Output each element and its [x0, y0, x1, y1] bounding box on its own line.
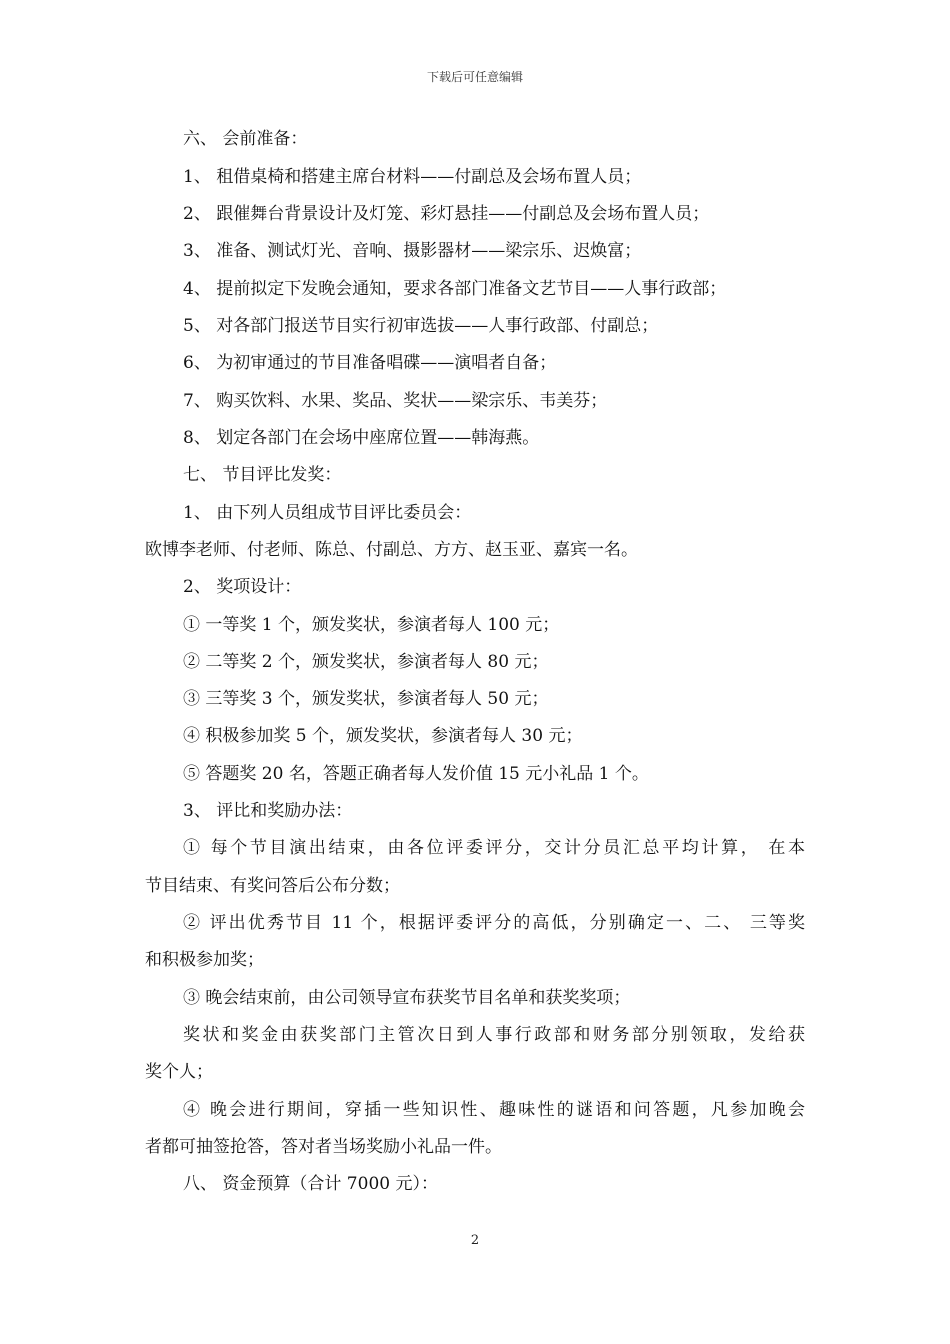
- section-heading-6: 六、 会前准备：: [183, 129, 308, 149]
- paragraph-line: ③ 晚会结束前，由公司领导宣布获奖节目名单和获奖奖项；: [183, 988, 631, 1008]
- section-heading-8: 八、 资金预算（合计 7000 元）：: [183, 1174, 438, 1194]
- list-item: 1、 租借桌椅和搭建主席台材料——付副总及会场布置人员；: [183, 167, 642, 187]
- paragraph-line: ④ 晚会进行期间，穿插一些知识性、趣味性的谜语和问答题，凡参加晚会: [183, 1100, 805, 1120]
- list-item: 5、 对各部门报送节目实行初审选拔——人事行政部、付副总；: [183, 316, 659, 336]
- paragraph-line: 奖状和奖金由获奖部门主管次日到人事行政部和财务部分别领取，发给获: [183, 1025, 805, 1045]
- prize-item: ③ 三等奖 3 个，颁发奖状，参演者每人 50 元；: [183, 689, 549, 709]
- paragraph-line: ① 每个节目演出结束，由各位评委评分，交计分员汇总平均计算， 在本: [183, 838, 805, 858]
- list-item: 2、 跟催舞台背景设计及灯笼、彩灯悬挂——付副总及会场布置人员；: [183, 204, 710, 224]
- prize-item: ② 二等奖 2 个，颁发奖状，参演者每人 80 元；: [183, 652, 549, 672]
- list-item: 3、 评比和奖励办法：: [183, 801, 353, 821]
- paragraph-line: 和积极参加奖；: [145, 950, 264, 970]
- list-item: 3、 准备、测试灯光、音响、摄影器材——梁宗乐、迟焕富；: [183, 241, 642, 261]
- list-item: 6、 为初审通过的节目准备唱碟——演唱者自备；: [183, 353, 557, 373]
- prize-item: ④ 积极参加奖 5 个，颁发奖状，参演者每人 30 元；: [183, 726, 583, 746]
- list-item: 4、 提前拟定下发晚会通知，要求各部门准备文艺节目——人事行政部；: [183, 279, 727, 299]
- list-item: 1、 由下列人员组成节目评比委员会：: [183, 503, 472, 523]
- page-number: 2: [470, 1233, 480, 1248]
- list-item: 7、 购买饮料、水果、奖品、奖状——梁宗乐、韦美芬；: [183, 391, 608, 411]
- paragraph-line: 节目结束、有奖问答后公布分数；: [145, 876, 400, 896]
- paragraph-line: 奖个人；: [145, 1062, 213, 1082]
- paragraph-line: ② 评出优秀节目 11 个，根据评委评分的高低，分别确定一、二、 三等奖: [183, 913, 805, 933]
- list-item: 8、 划定各部门在会场中座席位置——韩海燕。: [183, 428, 540, 448]
- paragraph-line: 者都可抽签抢答，答对者当场奖励小礼品一件。: [145, 1137, 502, 1157]
- prize-item: ⑤ 答题奖 20 名，答题正确者每人发价值 15 元小礼品 1 个。: [183, 764, 649, 784]
- page-header: 下载后可任意编辑: [426, 70, 523, 84]
- prize-item: ① 一等奖 1 个，颁发奖状，参演者每人 100 元；: [183, 615, 560, 635]
- list-item: 2、 奖项设计：: [183, 577, 302, 597]
- paragraph-line: 欧博李老师、付老师、陈总、付副总、方方、赵玉亚、嘉宾一名。: [145, 540, 638, 560]
- section-heading-7: 七、 节目评比发奖：: [183, 465, 342, 485]
